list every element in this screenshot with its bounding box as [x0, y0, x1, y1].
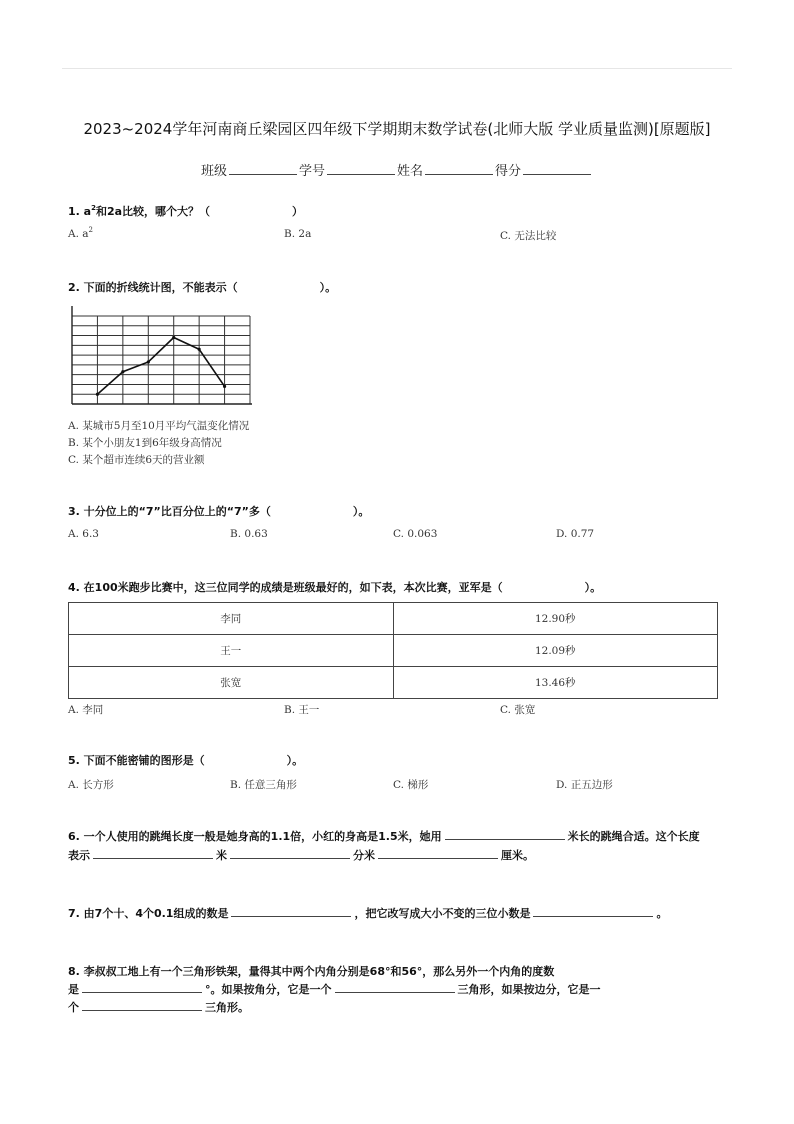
data-point: [96, 393, 99, 396]
question-4-stem: [68, 579, 601, 595]
q2-stem-text: 2. 下面的折线统计图，不能表示（: [68, 281, 238, 294]
q1-rest: 和2a比较，哪个大？（: [95, 205, 211, 218]
question-4-option-a[interactable]: A. 李同: [68, 704, 104, 716]
question-3-option-b[interactable]: B. 0.63: [230, 528, 268, 540]
q6-blank-4[interactable]: [378, 848, 498, 859]
question-6-line-1: [68, 828, 700, 844]
table-cell-name: 张宽: [69, 667, 394, 699]
q1-prefix: 1. a: [68, 205, 92, 218]
q8-blank-1[interactable]: [82, 982, 202, 993]
q8-text-4: 个: [68, 1001, 79, 1014]
q7-text-1: 7. 由7个十、4个0.1组成的数是: [68, 907, 229, 920]
question-5-option-a[interactable]: A. 长方形: [68, 779, 114, 791]
header-rule: [62, 68, 732, 69]
table-cell-time: 12.09秒: [393, 635, 718, 667]
q1-close: ）: [292, 205, 304, 218]
question-5-option-d[interactable]: D. 正五边形: [556, 779, 613, 791]
question-5-option-b[interactable]: B. 任意三角形: [230, 779, 297, 791]
score-label: 得分: [495, 164, 522, 179]
question-7-stem: [68, 905, 667, 921]
series-line: [97, 338, 224, 395]
q7-blank-1[interactable]: [231, 906, 351, 917]
q7-text-3: 。: [656, 907, 668, 920]
question-3-option-d[interactable]: D. 0.77: [556, 528, 595, 540]
q4-stem-text: 4. 在100米跑步比赛中，这三位同学的成绩是班级最好的，如下表，本次比赛，亚军是（: [68, 581, 503, 594]
question-6-line-2: [68, 847, 534, 863]
q7-blank-2[interactable]: [533, 906, 653, 917]
id-blank[interactable]: [327, 174, 395, 175]
question-1-option-b[interactable]: B. 2a: [284, 228, 312, 240]
table-cell-time: 12.90秒: [393, 603, 718, 635]
q1-opt-a-base: A. a: [68, 228, 89, 240]
q3-close: ）。: [352, 505, 370, 518]
q5-close: ）。: [286, 754, 304, 767]
name-label: 姓名: [397, 164, 424, 179]
q3-stem-text: 3. 十分位上的“7”比百分位上的“7”多（: [68, 505, 271, 518]
question-8-line-2: [68, 981, 601, 997]
q8-text-3: 三角形，如果按边分，它是一: [457, 983, 601, 996]
name-blank[interactable]: [425, 174, 493, 175]
table-row: [69, 603, 718, 635]
page-title: 2023~2024学年河南商丘梁园区四年级下学期期末数学试卷(北师大版 学业质量监测)[原题版]: [83, 120, 711, 138]
id-label: 学号: [298, 164, 325, 179]
question-4-option-c[interactable]: C. 张宽: [500, 704, 536, 716]
question-3-option-c[interactable]: C. 0.063: [393, 528, 438, 540]
data-point: [121, 370, 124, 373]
table-cell-name: 李同: [69, 603, 394, 635]
data-point: [198, 348, 201, 351]
question-8-line-1: 8. 李叔叔工地上有一个三角形铁架，量得其中两个内角分别是68°和56°，那么另外一个内角的度数: [68, 965, 555, 978]
q6-text-1: 6. 一个人使用的跳绳长度一般是她身高的1.1倍，小红的身高是1.5米，她用: [68, 830, 442, 843]
question-2-option-c[interactable]: C. 某个超市连续6天的营业额: [68, 454, 205, 466]
q1-opt-a-sup: 2: [88, 226, 93, 234]
q1-sup: 2: [91, 204, 96, 212]
q6-text-6: 厘米。: [501, 849, 534, 862]
question-5-stem: [68, 752, 303, 768]
table-cell-time: 13.46秒: [393, 667, 718, 699]
q2-close: ）。: [319, 281, 337, 294]
question-4-option-b[interactable]: B. 王一: [284, 704, 320, 716]
race-results-table: [68, 602, 718, 699]
student-info-line: [0, 160, 794, 179]
q6-text-5: 分米: [353, 849, 375, 862]
question-8-line-3: [68, 999, 249, 1015]
q4-close: ）。: [584, 581, 602, 594]
data-point: [223, 385, 226, 388]
line-chart: [68, 304, 254, 408]
q8-text-1: 是: [68, 983, 79, 996]
q5-stem-text: 5. 下面不能密铺的图形是（: [68, 754, 205, 767]
question-1-option-a[interactable]: [68, 228, 93, 240]
q8-text-5: 三角形。: [205, 1001, 249, 1014]
question-1-option-c[interactable]: C. 无法比较: [500, 230, 557, 242]
q6-text-4: 米: [216, 849, 227, 862]
q6-blank-3[interactable]: [230, 848, 350, 859]
table-row: [69, 635, 718, 667]
question-2-stem: [68, 279, 336, 295]
table-cell-name: 王一: [69, 635, 394, 667]
question-2-option-a[interactable]: A. 某城市5月至10月平均气温变化情况: [68, 420, 250, 432]
question-1-stem: [68, 203, 303, 219]
q6-blank-1[interactable]: [445, 829, 565, 840]
q8-text-2: °。如果按角分，它是一个: [205, 983, 332, 996]
question-3-stem: [68, 503, 369, 519]
q7-text-2: ，把它改写成大小不变的三位小数是: [354, 907, 531, 920]
question-5-option-c[interactable]: C. 梯形: [393, 779, 429, 791]
table-row: [69, 667, 718, 699]
q6-blank-2[interactable]: [93, 848, 213, 859]
q6-text-2: 米长的跳绳合适。这个长度: [567, 830, 700, 843]
data-point: [147, 360, 150, 363]
class-blank[interactable]: [229, 174, 297, 175]
class-label: 班级: [200, 164, 227, 179]
question-3-option-a[interactable]: A. 6.3: [68, 528, 99, 540]
q8-blank-2[interactable]: [335, 982, 455, 993]
data-point: [172, 336, 175, 339]
q6-text-3: 表示: [68, 849, 90, 862]
q8-blank-3[interactable]: [82, 1000, 202, 1011]
score-blank[interactable]: [523, 174, 591, 175]
question-2-option-b[interactable]: B. 某个小朋友1到6年级身高情况: [68, 437, 222, 449]
